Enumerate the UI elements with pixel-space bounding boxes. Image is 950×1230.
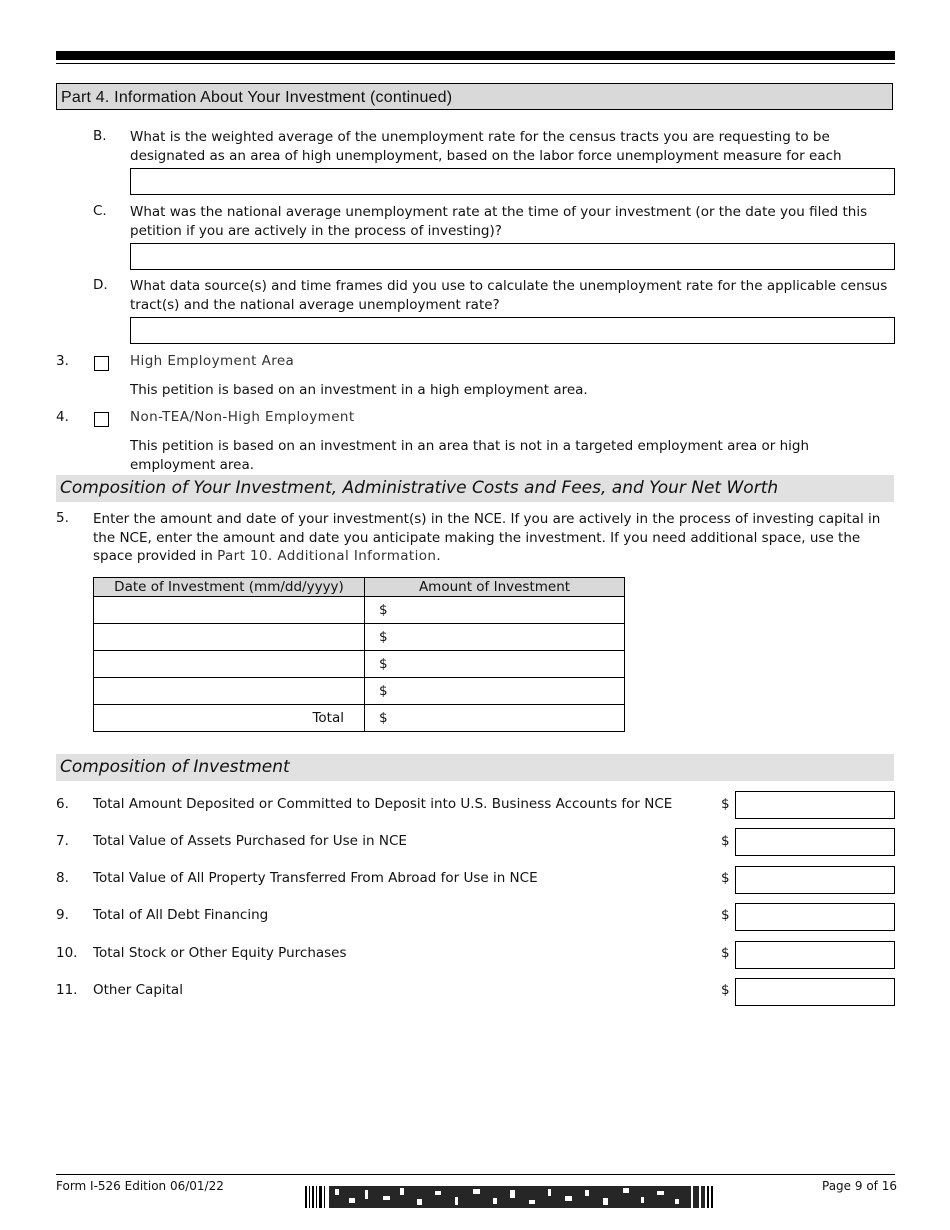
total-label: Total <box>94 705 365 732</box>
currency-symbol: $ <box>379 629 388 645</box>
option-4-number: 4. <box>56 409 69 425</box>
question-c-text: What was the national average unemployment rate at the time of your investment (or the date you filed this petition if you are actively in the process of investing)? <box>130 204 868 239</box>
item-5-number: 5. <box>56 510 69 526</box>
item-7-number: 7. <box>56 833 69 849</box>
item-5-instructions: Enter the amount and date of your investment(s) in the NCE. If you are actively in the process of investing capital in the NCE, enter the amount and date you anticipate making the investment. If you need additional space, use the space provided in <box>93 511 881 564</box>
item-10-label: Total Stock or Other Equity Purchases <box>93 945 347 961</box>
item-8-label: Total Value of All Property Transferred From Abroad for Use in NCE <box>93 870 538 886</box>
date-cell[interactable] <box>94 624 365 651</box>
item-6-label: Total Amount Deposited or Committed to Deposit into U.S. Business Accounts for NCE <box>93 796 673 812</box>
item-5-text <box>93 510 893 566</box>
total-row <box>94 705 625 732</box>
item-5-suffix: . <box>436 548 441 564</box>
footer-rule <box>56 1174 895 1175</box>
item-11-label: Other Capital <box>93 982 183 998</box>
question-d-text: What data source(s) and time frames did you use to calculate the unemployment rate for the applicable census tract(s) and the national average unemployment rate? <box>130 278 888 313</box>
question-b-answer-field[interactable] <box>130 168 895 195</box>
currency-symbol: $ <box>379 602 388 618</box>
currency-symbol: $ <box>379 710 388 726</box>
question-d-letter: D. <box>93 277 108 293</box>
question-c-letter: C. <box>93 203 107 219</box>
table-row <box>94 651 625 678</box>
assets-purchased-field[interactable] <box>735 828 895 856</box>
item-11-currency: $ <box>721 982 730 998</box>
item-9-currency: $ <box>721 907 730 923</box>
barcode-icon <box>305 1186 713 1208</box>
item-7-label: Total Value of Assets Purchased for Use in NCE <box>93 833 407 849</box>
page-number: Page 9 of 16 <box>822 1179 897 1193</box>
currency-symbol: $ <box>379 683 388 699</box>
part-header: Part 4. Information About Your Investment (continued) <box>56 83 893 110</box>
deposited-amount-field[interactable] <box>735 791 895 819</box>
item-10-currency: $ <box>721 945 730 961</box>
total-amount-cell[interactable] <box>365 705 625 732</box>
high-employment-description: This petition is based on an investment in a high employment area. <box>130 382 588 398</box>
other-capital-field[interactable] <box>735 978 895 1006</box>
date-cell[interactable] <box>94 651 365 678</box>
date-column-header: Date of Investment (mm/dd/yyyy) <box>94 578 365 597</box>
item-8-number: 8. <box>56 870 69 886</box>
date-cell[interactable] <box>94 678 365 705</box>
debt-financing-field[interactable] <box>735 903 895 931</box>
high-employment-checkbox[interactable] <box>94 356 109 371</box>
item-11-number: 11. <box>56 982 78 998</box>
amount-column-header: Amount of Investment <box>365 578 625 597</box>
item-9-number: 9. <box>56 907 69 923</box>
form-edition-info: Form I-526 Edition 06/01/22 <box>56 1179 224 1193</box>
item-7-currency: $ <box>721 833 730 849</box>
high-employment-label: High Employment Area <box>130 353 295 369</box>
question-b-letter: B. <box>93 128 107 144</box>
part-10-reference: Part 10. Additional Information <box>217 548 437 564</box>
question-c-answer-field[interactable] <box>130 243 895 270</box>
table-row <box>94 624 625 651</box>
table-row <box>94 678 625 705</box>
top-rule-thin <box>56 63 895 64</box>
non-tea-description: This petition is based on an investment in an area that is not in a targeted employment area or high employment area. <box>130 438 810 473</box>
section-investment-header: Composition of Investment <box>56 754 894 781</box>
item-10-number: 10. <box>56 945 78 961</box>
equity-purchases-field[interactable] <box>735 941 895 969</box>
amount-cell[interactable] <box>365 651 625 678</box>
item-6-number: 6. <box>56 796 69 812</box>
date-cell[interactable] <box>94 597 365 624</box>
non-tea-label: Non-TEA/Non-High Employment <box>130 409 355 425</box>
item-6-currency: $ <box>721 796 730 812</box>
amount-cell[interactable] <box>365 624 625 651</box>
section-composition-header: Composition of Your Investment, Administrative Costs and Fees, and Your Net Worth <box>56 475 894 502</box>
question-b-text: What is the weighted average of the unemployment rate for the census tracts you are requesting to be designated as an area of high unemployment, based on the labor force unemployment measure for each <box>130 129 842 164</box>
option-3-number: 3. <box>56 353 69 369</box>
top-rule-thick <box>56 51 895 60</box>
non-tea-checkbox[interactable] <box>94 412 109 427</box>
amount-cell[interactable] <box>365 678 625 705</box>
question-d-answer-field[interactable] <box>130 317 895 344</box>
currency-symbol: $ <box>379 656 388 672</box>
investment-table <box>93 577 625 732</box>
property-transferred-field[interactable] <box>735 866 895 894</box>
table-row <box>94 597 625 624</box>
amount-cell[interactable] <box>365 597 625 624</box>
investment-table-header <box>94 578 625 597</box>
item-8-currency: $ <box>721 870 730 886</box>
item-9-label: Total of All Debt Financing <box>93 907 269 923</box>
